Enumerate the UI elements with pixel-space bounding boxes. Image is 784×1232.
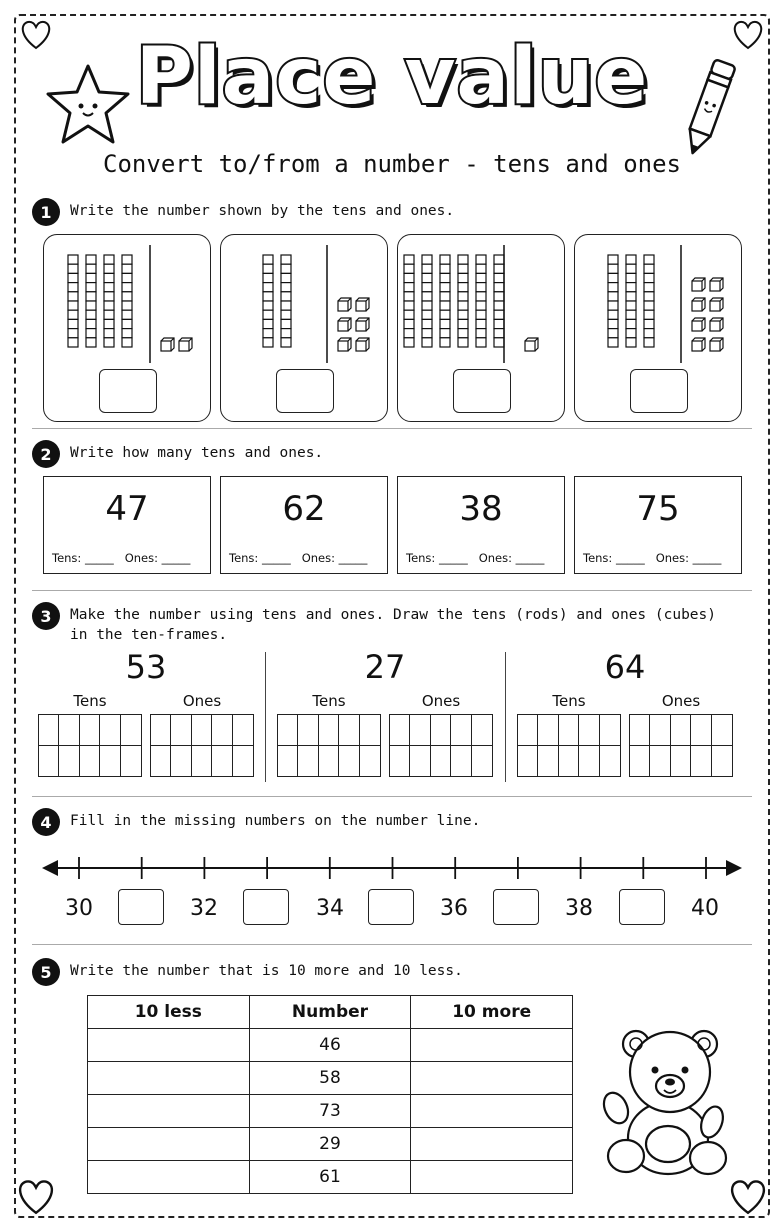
number-cell: 46	[249, 1029, 411, 1062]
instruction-line: in the ten-frames.	[70, 627, 228, 643]
section-number-badge: 3	[32, 602, 60, 630]
base-ten-blocks	[44, 235, 212, 375]
missing-number-box[interactable]	[368, 889, 414, 925]
column-header: 10 less	[88, 996, 250, 1029]
ones-cube	[161, 338, 174, 351]
ones-cube	[179, 338, 192, 351]
tens-rod	[281, 255, 291, 347]
section-divider	[32, 944, 752, 945]
ones-blank[interactable]: Ones: _____	[478, 551, 545, 565]
ones-blank[interactable]: Ones: _____	[301, 551, 368, 565]
ten-more-less-table	[87, 995, 573, 1194]
ones-label: Ones	[182, 692, 222, 710]
tens-ones-blanks[interactable]	[583, 551, 721, 565]
ones-cube	[692, 338, 705, 351]
tens-rod	[422, 255, 432, 347]
ones-cube	[356, 338, 369, 351]
ones-cube	[692, 318, 705, 331]
section-divider	[32, 590, 752, 591]
base-ten-blocks	[221, 235, 389, 375]
ten-more-cell[interactable]	[411, 1029, 573, 1062]
section-number-badge: 1	[32, 198, 60, 226]
table-row	[88, 1062, 573, 1095]
ten-more-cell[interactable]	[411, 1062, 573, 1095]
missing-number-box[interactable]	[118, 889, 164, 925]
tens-rod	[644, 255, 654, 347]
section-instruction: Write how many tens and ones.	[70, 445, 324, 461]
tens-blank[interactable]: Tens: _____	[583, 551, 645, 565]
section-divider	[32, 796, 752, 797]
number-line-label: 38	[565, 896, 593, 921]
tens-rod	[608, 255, 618, 347]
section-instruction: Fill in the missing numbers on the number line.	[70, 813, 481, 829]
number-line-label: 36	[440, 896, 468, 921]
table-row	[88, 1029, 573, 1062]
answer-box[interactable]	[453, 369, 511, 413]
number-line	[40, 852, 744, 884]
table-row	[88, 1095, 573, 1128]
tens-blank[interactable]: Tens: _____	[229, 551, 291, 565]
tens-blank[interactable]: Tens: _____	[52, 551, 114, 565]
table-row	[88, 1128, 573, 1161]
page-subtitle: Convert to/from a number - tens and ones	[103, 150, 681, 178]
ones-frame[interactable]	[389, 714, 493, 777]
ones-blank[interactable]: Ones: _____	[124, 551, 191, 565]
ones-cube	[525, 338, 538, 351]
section-instruction: Write the number that is 10 more and 10 less.	[70, 963, 463, 979]
answer-box[interactable]	[276, 369, 334, 413]
heart-icon	[12, 1172, 60, 1220]
base-ten-card	[397, 234, 565, 422]
number-cell: 61	[249, 1161, 411, 1194]
base-ten-blocks	[398, 235, 566, 375]
ten-frame-number: 27	[364, 648, 406, 686]
tens-label: Tens	[312, 692, 346, 710]
table-header-row	[88, 996, 573, 1029]
base-ten-blocks	[575, 235, 743, 375]
section-2-heading	[32, 440, 323, 468]
number-line-label: 30	[65, 896, 93, 921]
ones-label: Ones	[661, 692, 701, 710]
ones-cube	[710, 338, 723, 351]
tens-rod	[626, 255, 636, 347]
ones-cube	[338, 298, 351, 311]
card-number: 62	[282, 489, 326, 529]
base-ten-card	[43, 234, 211, 422]
ones-cube	[356, 298, 369, 311]
number-cell: 58	[249, 1062, 411, 1095]
section-1-heading	[32, 198, 454, 226]
section-instruction: Write the number shown by the tens and ones.	[70, 203, 455, 219]
section-number-badge: 5	[32, 958, 60, 986]
tens-frame[interactable]	[277, 714, 381, 777]
tens-rod	[458, 255, 468, 347]
ones-cube	[692, 298, 705, 311]
section-number-badge: 4	[32, 808, 60, 836]
tens-ones-blanks[interactable]	[229, 551, 367, 565]
tens-rod	[263, 255, 273, 347]
card-number: 75	[636, 489, 680, 529]
tens-label: Tens	[73, 692, 107, 710]
tens-rod	[68, 255, 78, 347]
section-number-badge: 2	[32, 440, 60, 468]
card-number: 38	[459, 489, 503, 529]
tens-rod	[440, 255, 450, 347]
ten-less-cell[interactable]	[88, 1161, 250, 1194]
missing-number-box[interactable]	[493, 889, 539, 925]
tens-label: Tens	[552, 692, 586, 710]
tens-ones-card	[220, 476, 388, 574]
ten-less-cell[interactable]	[88, 1029, 250, 1062]
section-5-heading	[32, 958, 463, 986]
section-divider	[32, 428, 752, 429]
ones-cube	[356, 318, 369, 331]
page-title: Place value	[135, 32, 649, 122]
answer-box[interactable]	[630, 369, 688, 413]
ones-cube	[710, 318, 723, 331]
ones-frame[interactable]	[150, 714, 254, 777]
tens-ones-card	[43, 476, 211, 574]
number-line-label: 32	[190, 896, 218, 921]
tens-ones-blanks[interactable]	[52, 551, 190, 565]
tens-rod	[476, 255, 486, 347]
tens-rod	[104, 255, 114, 347]
ones-cube	[692, 278, 705, 291]
number-line-label: 40	[691, 896, 719, 921]
base-ten-card	[574, 234, 742, 422]
ten-less-cell[interactable]	[88, 1062, 250, 1095]
table-row	[88, 1161, 573, 1194]
answer-box[interactable]	[99, 369, 157, 413]
card-number: 47	[105, 489, 149, 529]
section-instruction	[70, 602, 716, 645]
ones-label: Ones	[421, 692, 461, 710]
tens-rod	[122, 255, 132, 347]
tens-frame[interactable]	[517, 714, 621, 777]
ten-frame-number: 53	[125, 648, 167, 686]
teddy-bear-icon	[600, 1026, 734, 1182]
tens-frame[interactable]	[38, 714, 142, 777]
tens-ones-blanks[interactable]	[406, 551, 544, 565]
base-ten-card	[220, 234, 388, 422]
ten-less-cell[interactable]	[88, 1128, 250, 1161]
ones-cube	[338, 318, 351, 331]
section-3-heading	[32, 602, 716, 645]
instruction-line: Make the number using tens and ones. Draw the tens (rods) and ones (cubes)	[70, 607, 717, 623]
ones-cube	[338, 338, 351, 351]
ten-frame-number: 64	[604, 648, 646, 686]
ones-blank[interactable]: Ones: _____	[655, 551, 722, 565]
tens-ones-card	[397, 476, 565, 574]
ten-less-cell[interactable]	[88, 1095, 250, 1128]
column-divider	[505, 652, 506, 782]
number-line-label: 34	[316, 896, 344, 921]
tens-rod	[404, 255, 414, 347]
tens-ones-card	[574, 476, 742, 574]
ones-cube	[710, 278, 723, 291]
tens-rod	[494, 255, 504, 347]
ten-more-cell[interactable]	[411, 1161, 573, 1194]
column-header: Number	[249, 996, 411, 1029]
missing-number-box[interactable]	[243, 889, 289, 925]
ten-more-cell[interactable]	[411, 1128, 573, 1161]
number-cell: 73	[249, 1095, 411, 1128]
section-4-heading	[32, 808, 480, 836]
number-cell: 29	[249, 1128, 411, 1161]
column-divider	[265, 652, 266, 782]
column-header: 10 more	[411, 996, 573, 1029]
ones-frame[interactable]	[629, 714, 733, 777]
tens-rod	[86, 255, 96, 347]
ten-more-cell[interactable]	[411, 1095, 573, 1128]
tens-blank[interactable]: Tens: _____	[406, 551, 468, 565]
missing-number-box[interactable]	[619, 889, 665, 925]
ones-cube	[710, 298, 723, 311]
